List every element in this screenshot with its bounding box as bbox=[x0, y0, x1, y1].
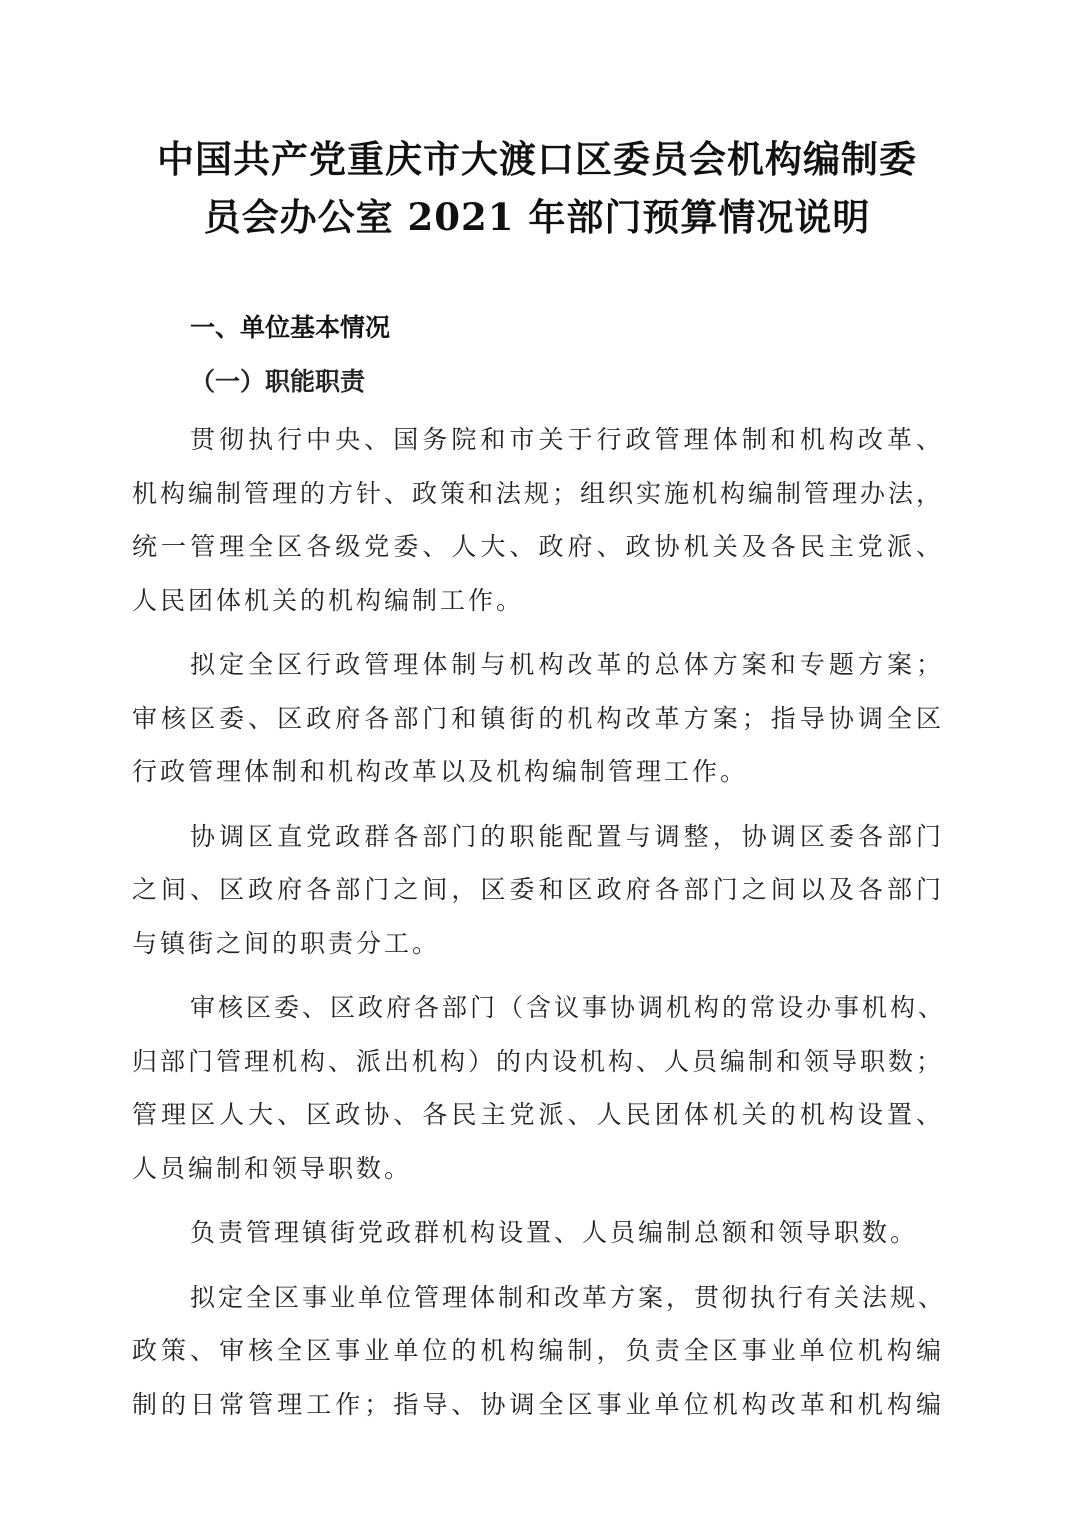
document-body bbox=[132, 413, 947, 1442]
text-line: 制的日常管理工作；指导、协调全区事业单位机构改革和机构编 bbox=[132, 1389, 944, 1419]
paragraph bbox=[132, 1271, 947, 1432]
paragraph bbox=[132, 638, 944, 799]
text-line: 协调区直党政群各部门的职能配置与调整，协调区委各部门 bbox=[190, 821, 944, 851]
text-line: 人民团体机关的机构编制工作。 bbox=[132, 585, 525, 615]
text-line: 与镇街之间的职责分工。 bbox=[132, 928, 441, 958]
text-line: 审核区委、区政府各部门（含议事协调机构的常设办事机构、 bbox=[190, 993, 947, 1022]
text-line: 之间、区政府各部门之间，区委和区政府各部门之间以及各部门 bbox=[132, 875, 944, 904]
subsection-heading: （一）职能职责 bbox=[190, 367, 366, 396]
text-line: 负责管理镇街党政群机构设置、人员编制总额和领导职数。 bbox=[190, 1218, 919, 1247]
text-line: 机构编制管理的方针、政策和法规；组织实施机构编制管理办法， bbox=[132, 478, 945, 508]
text-line: 统一管理全区各级党委、人大、政府、政协机关及各民主党派、 bbox=[132, 532, 944, 561]
text-line: 行政管理体制和机构改革以及机构编制管理工作。 bbox=[132, 757, 749, 786]
section-heading: 一、单位基本情况 bbox=[190, 313, 391, 342]
text-line: 管理区人大、区政协、各民主党派、人民团体机关的机构设置、 bbox=[132, 1100, 944, 1129]
title-line: 中国共产党重庆市大渡口区委员会机构编制委 bbox=[157, 137, 917, 181]
paragraph bbox=[132, 981, 947, 1195]
paragraph bbox=[132, 1206, 944, 1260]
text-line: 人员编制和领导职数。 bbox=[132, 1153, 413, 1183]
text-line: 政策、审核全区事业单位的机构编制，负责全区事业单位机构编 bbox=[132, 1336, 944, 1365]
text-line: 审核区委、区政府各部门和镇街的机构改革方案；指导协调全区 bbox=[132, 703, 944, 733]
text-line: 贯彻执行中央、国务院和市关于行政管理体制和机构改革、 bbox=[190, 425, 944, 454]
text-line: 拟定全区事业单位管理体制和改革方案，贯彻执行有关法规、 bbox=[190, 1282, 947, 1312]
paragraph bbox=[132, 810, 944, 971]
text-line: 归部门管理机构、派出机构）的内设机构、人员编制和领导职数； bbox=[132, 1046, 945, 1076]
text-line: 拟定全区行政管理体制与机构改革的总体方案和专题方案； bbox=[190, 650, 944, 679]
paragraph bbox=[132, 413, 944, 627]
title-line: 员会办公室 2021 年部门预算情况说明 bbox=[203, 195, 871, 239]
document-title bbox=[120, 130, 954, 246]
